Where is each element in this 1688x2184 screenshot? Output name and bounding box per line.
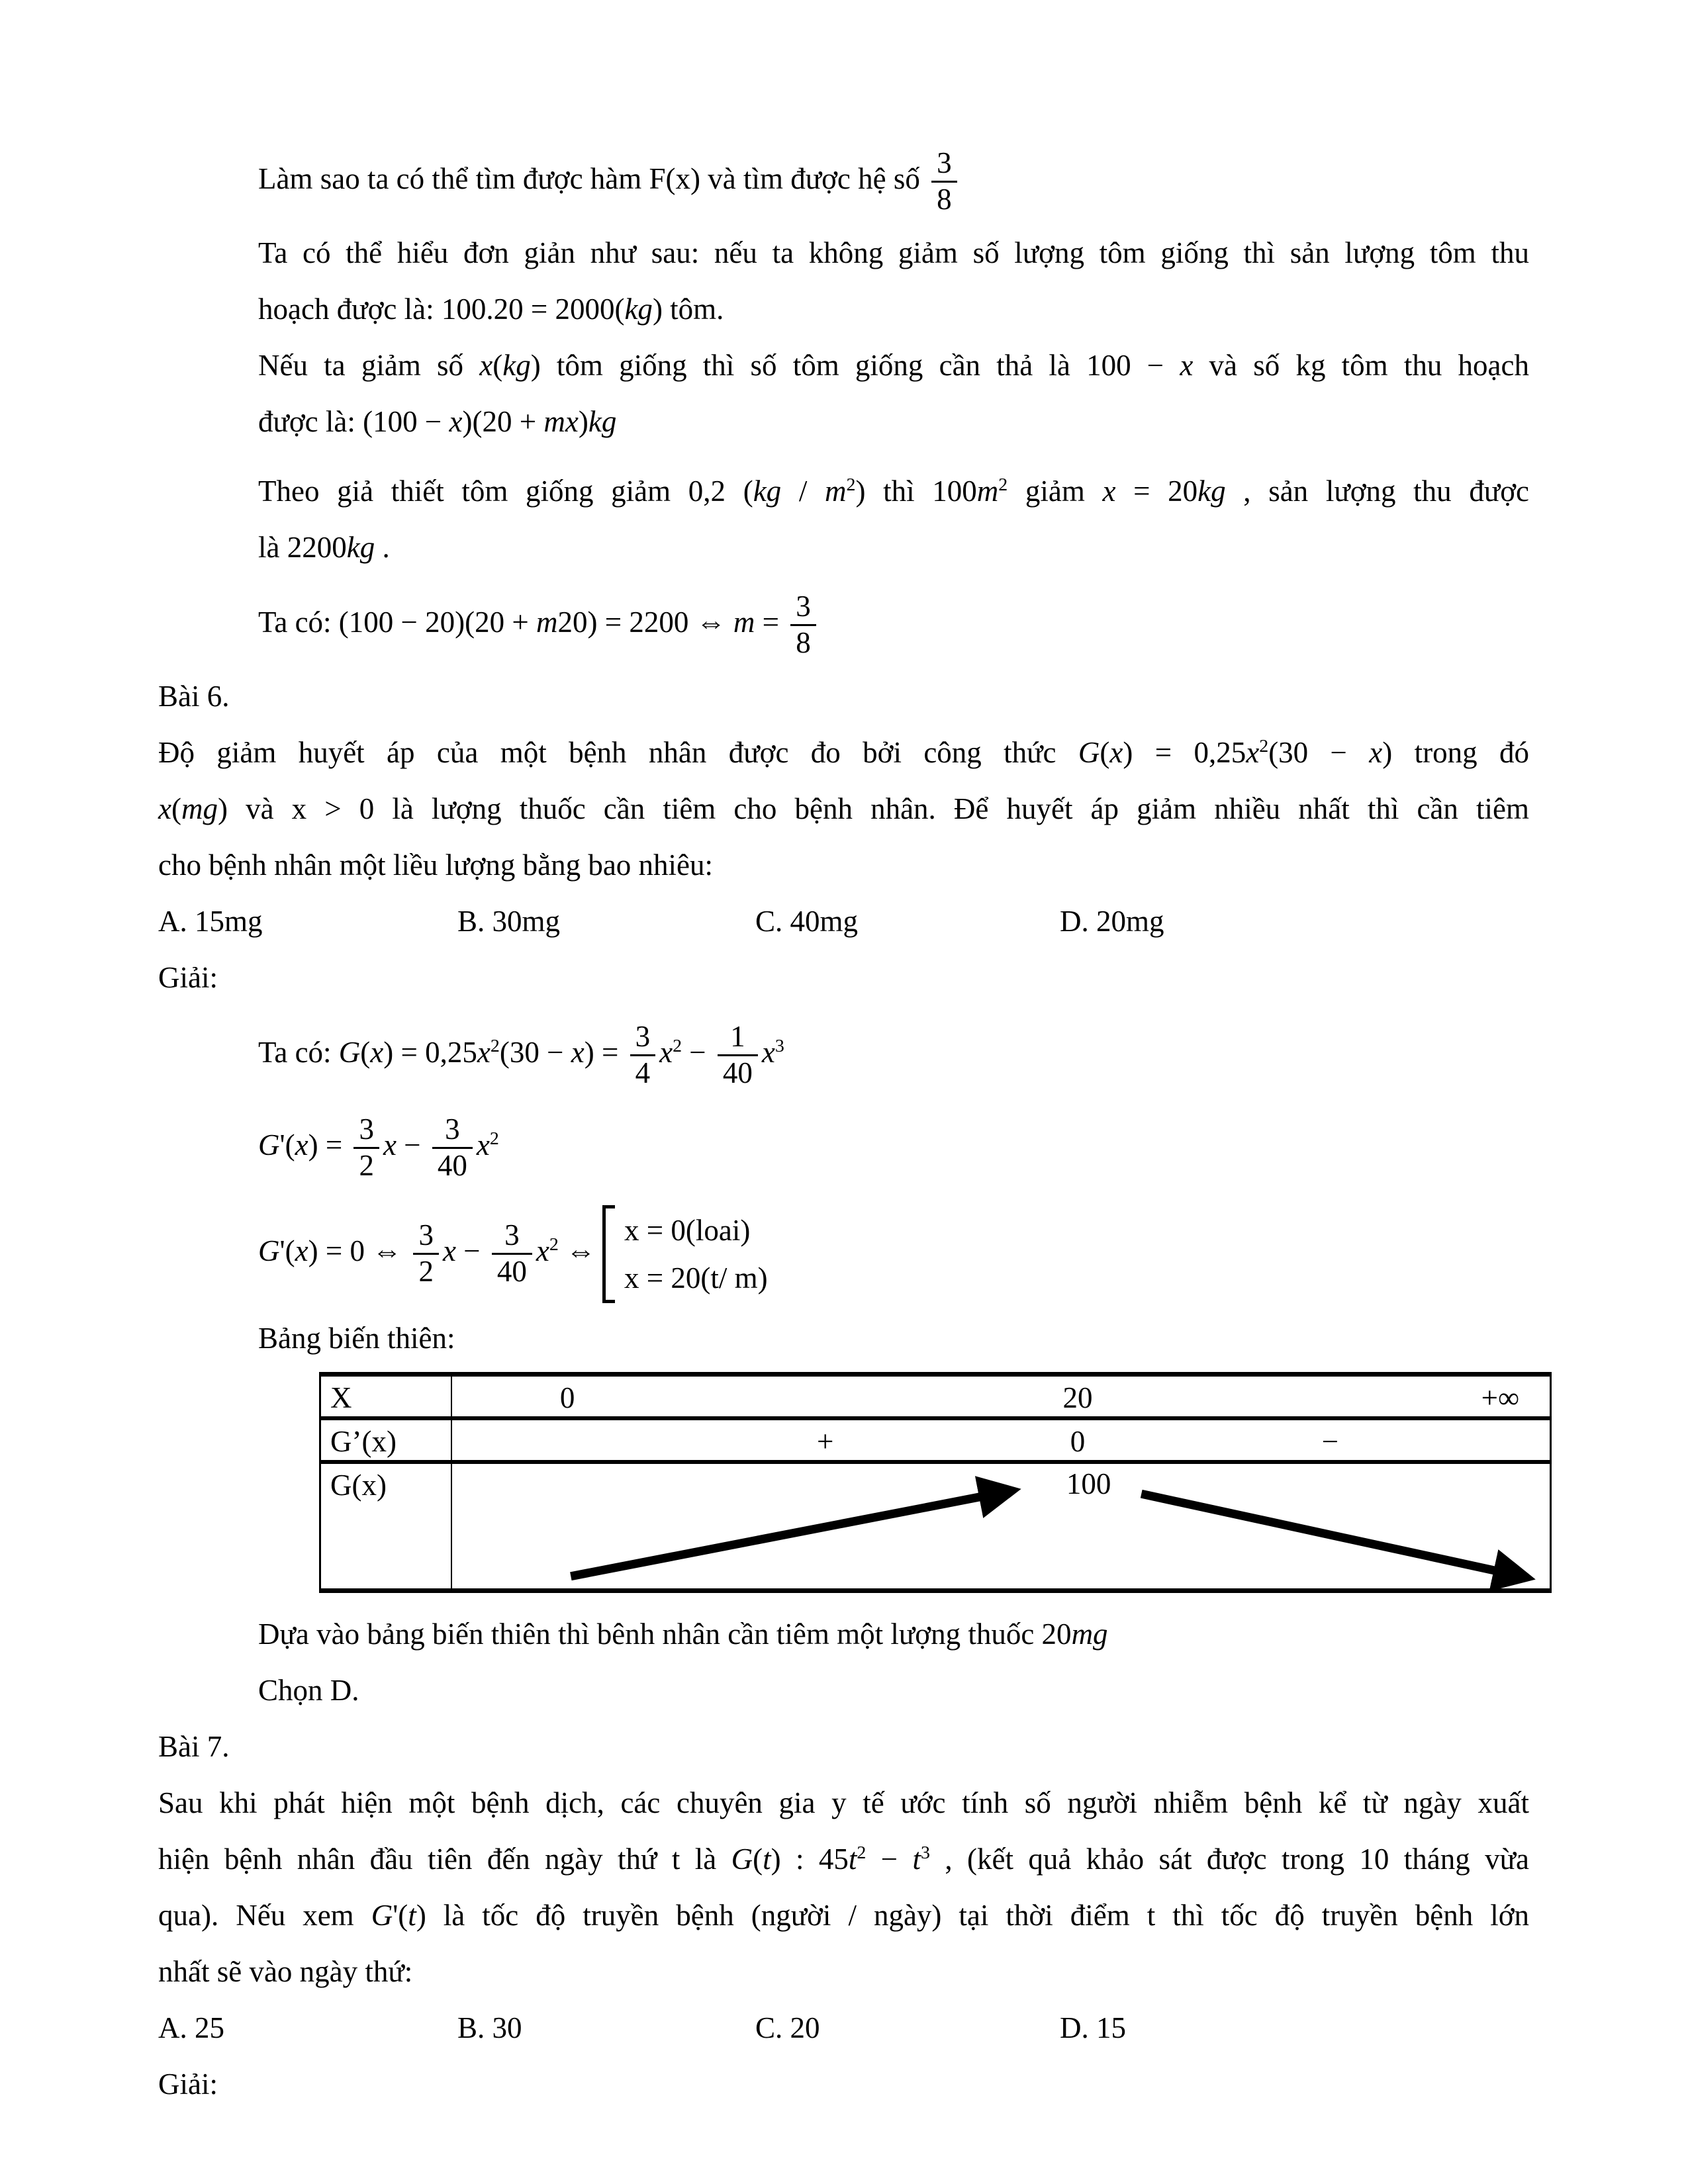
table-header-gprime: G’(x)	[321, 1420, 452, 1464]
fraction: $\frac{3}{8}$	[790, 590, 816, 660]
line-conclusion-q6: Dựa vào bảng biến thiên thì bênh nhân cần tiêm một lượng thuốc 20mg	[258, 1617, 1108, 1651]
variation-table	[319, 1372, 1552, 1593]
line-q7-statement-3: qua). Nếu xem G'(t) là tốc độ truyền bệnh (người / ngày) tại thời điểm t thì tốc độ truyền bệnh lớn	[158, 1899, 1530, 1932]
heading-bai-7: Bài 7.	[158, 1730, 230, 1763]
fraction: $\frac{3}{8}$	[931, 146, 957, 217]
line-hypothesis-2: là 2200kg .	[258, 531, 390, 564]
label-giai-q6: Giải:	[158, 961, 218, 994]
line-q7-statement-4: nhất sẽ vào ngày thứ:	[158, 1955, 413, 1988]
line-explain-2: hoạch được là: 100.20 = 2000(kg) tôm.	[258, 293, 724, 326]
line-reduce-1: Nếu ta giảm số x(kg) tôm giống thì số tôm giống cần thả là 100 − x và số kg tôm thu hoạch	[258, 349, 1529, 382]
line-q6-statement-3: cho bệnh nhân một liều lượng bằng bao nhiêu:	[158, 848, 714, 882]
line-q6-statement-2: x(mg) và x > 0 là lượng thuốc cần tiêm cho bệnh nhân. Để huyết áp giảm nhiều nhất thì cần tiêm	[158, 792, 1529, 825]
answer-options-q7	[158, 2000, 1529, 2056]
fraction: $\frac{3}{4}$	[630, 1020, 656, 1091]
option-q7-c: C. 20	[755, 2011, 820, 2044]
fraction: $\frac{3}{2}$	[353, 1113, 379, 1183]
option-q7-b: B. 30	[457, 2011, 522, 2044]
line-q7-statement-2: hiện bệnh nhân đầu tiên đến ngày thứ t là G(t) : $45t^2 - t^3$ , (kết quả khảo sát được trong 10 tháng vừa	[158, 1843, 1529, 1876]
fraction: $\frac{3}{40}$	[432, 1113, 473, 1183]
table-header-x: X	[321, 1377, 452, 1420]
table-gprime-signs	[452, 1420, 1550, 1464]
increasing-arrow-icon	[571, 1490, 1013, 1576]
decreasing-arrow-icon	[1141, 1494, 1527, 1578]
option-q6-a: A. 15mg	[158, 905, 263, 938]
option-q7-a: A. 25	[158, 2011, 224, 2044]
x-value-0: 0	[559, 1381, 575, 1414]
label-giai-q7: Giải:	[158, 2068, 218, 2101]
line-gx-expansion: Ta có: $G(x) = 0,25x^2(30 - x)$ = $\frac{3}{4}$ $x^2$ − $\frac{1}{40}$ $x^3$	[258, 1020, 784, 1090]
line-derivative: G'(x) = $\frac{3}{2}$ x − $\frac{3}{40}$ $x^2$	[258, 1113, 499, 1183]
heading-bai-6: Bài 6.	[158, 680, 230, 713]
option-q7-d: D. 15	[1060, 2011, 1126, 2044]
cases-bracket: x = 0(loai) x = 20(t/ m)	[602, 1205, 768, 1303]
line-coefficient-question: Làm sao ta có thể tìm được hàm F(x) và tìm được hệ số $\frac{3}{8}$	[158, 132, 1529, 225]
table-x-values	[452, 1377, 1550, 1420]
line-chosen-answer-q6: Chọn D.	[258, 1674, 359, 1707]
left-bracket-icon	[602, 1205, 615, 1303]
table-g-variation	[452, 1464, 1550, 1588]
x-value-infinity: +∞	[1481, 1381, 1520, 1414]
table-header-g: G(x)	[321, 1464, 452, 1588]
sign-minus: −	[1321, 1425, 1339, 1458]
variation-arrows	[452, 1464, 1550, 1588]
g-max-value: 100	[1066, 1467, 1111, 1500]
fraction: $\frac{3}{2}$	[413, 1218, 439, 1289]
option-q6-c: C. 40mg	[755, 905, 859, 938]
label-variation-table: Bảng biến thiên:	[258, 1322, 455, 1355]
line-explain-1: Ta có thể hiểu đơn giản như sau: nếu ta không giảm số lượng tôm giống thì sản lượng tôm thu	[258, 236, 1529, 269]
sign-plus: +	[817, 1425, 834, 1458]
option-q6-b: B. 30mg	[457, 905, 561, 938]
line-equation-m: Ta có: (100 − 20)(20 + m20) = 2200 ⇔ m = $\frac{3}{8}$	[158, 576, 1529, 668]
line-reduce-2: được là: (100 − x)(20 + mx)kg	[258, 405, 617, 438]
line-q6-statement-1: Độ giảm huyết áp của một bệnh nhân được đo bởi công thức $G(x) = 0,25x^2(30 - x)$ trong đó	[158, 736, 1529, 769]
fraction: $\frac{3}{40}$	[492, 1218, 532, 1289]
sign-zero: 0	[1070, 1425, 1086, 1458]
option-q6-d: D. 20mg	[1060, 905, 1164, 938]
line-q7-statement-1: Sau khi phát hiện một bệnh dịch, các chuyên gia y tế ước tính số người nhiễm bệnh kể từ ngày xuất	[158, 1786, 1529, 1819]
fraction: $\frac{1}{40}$	[718, 1020, 758, 1091]
x-value-20: 20	[1062, 1381, 1093, 1414]
answer-options-q6	[158, 893, 1529, 950]
line-hypothesis-1: Theo giả thiết tôm giống giảm 0,2 $(kg / m^2)$ thì $100m^2$ giảm x = 20kg , sản lượng thu được	[258, 475, 1529, 508]
line-derivative-zero: G'(x) = 0 ⇔ $\frac{3}{2}$ x − $\frac{3}{40}$ $x^2$ ⇔ x = 0(loai) x = 20(t/ m)	[158, 1191, 1529, 1310]
